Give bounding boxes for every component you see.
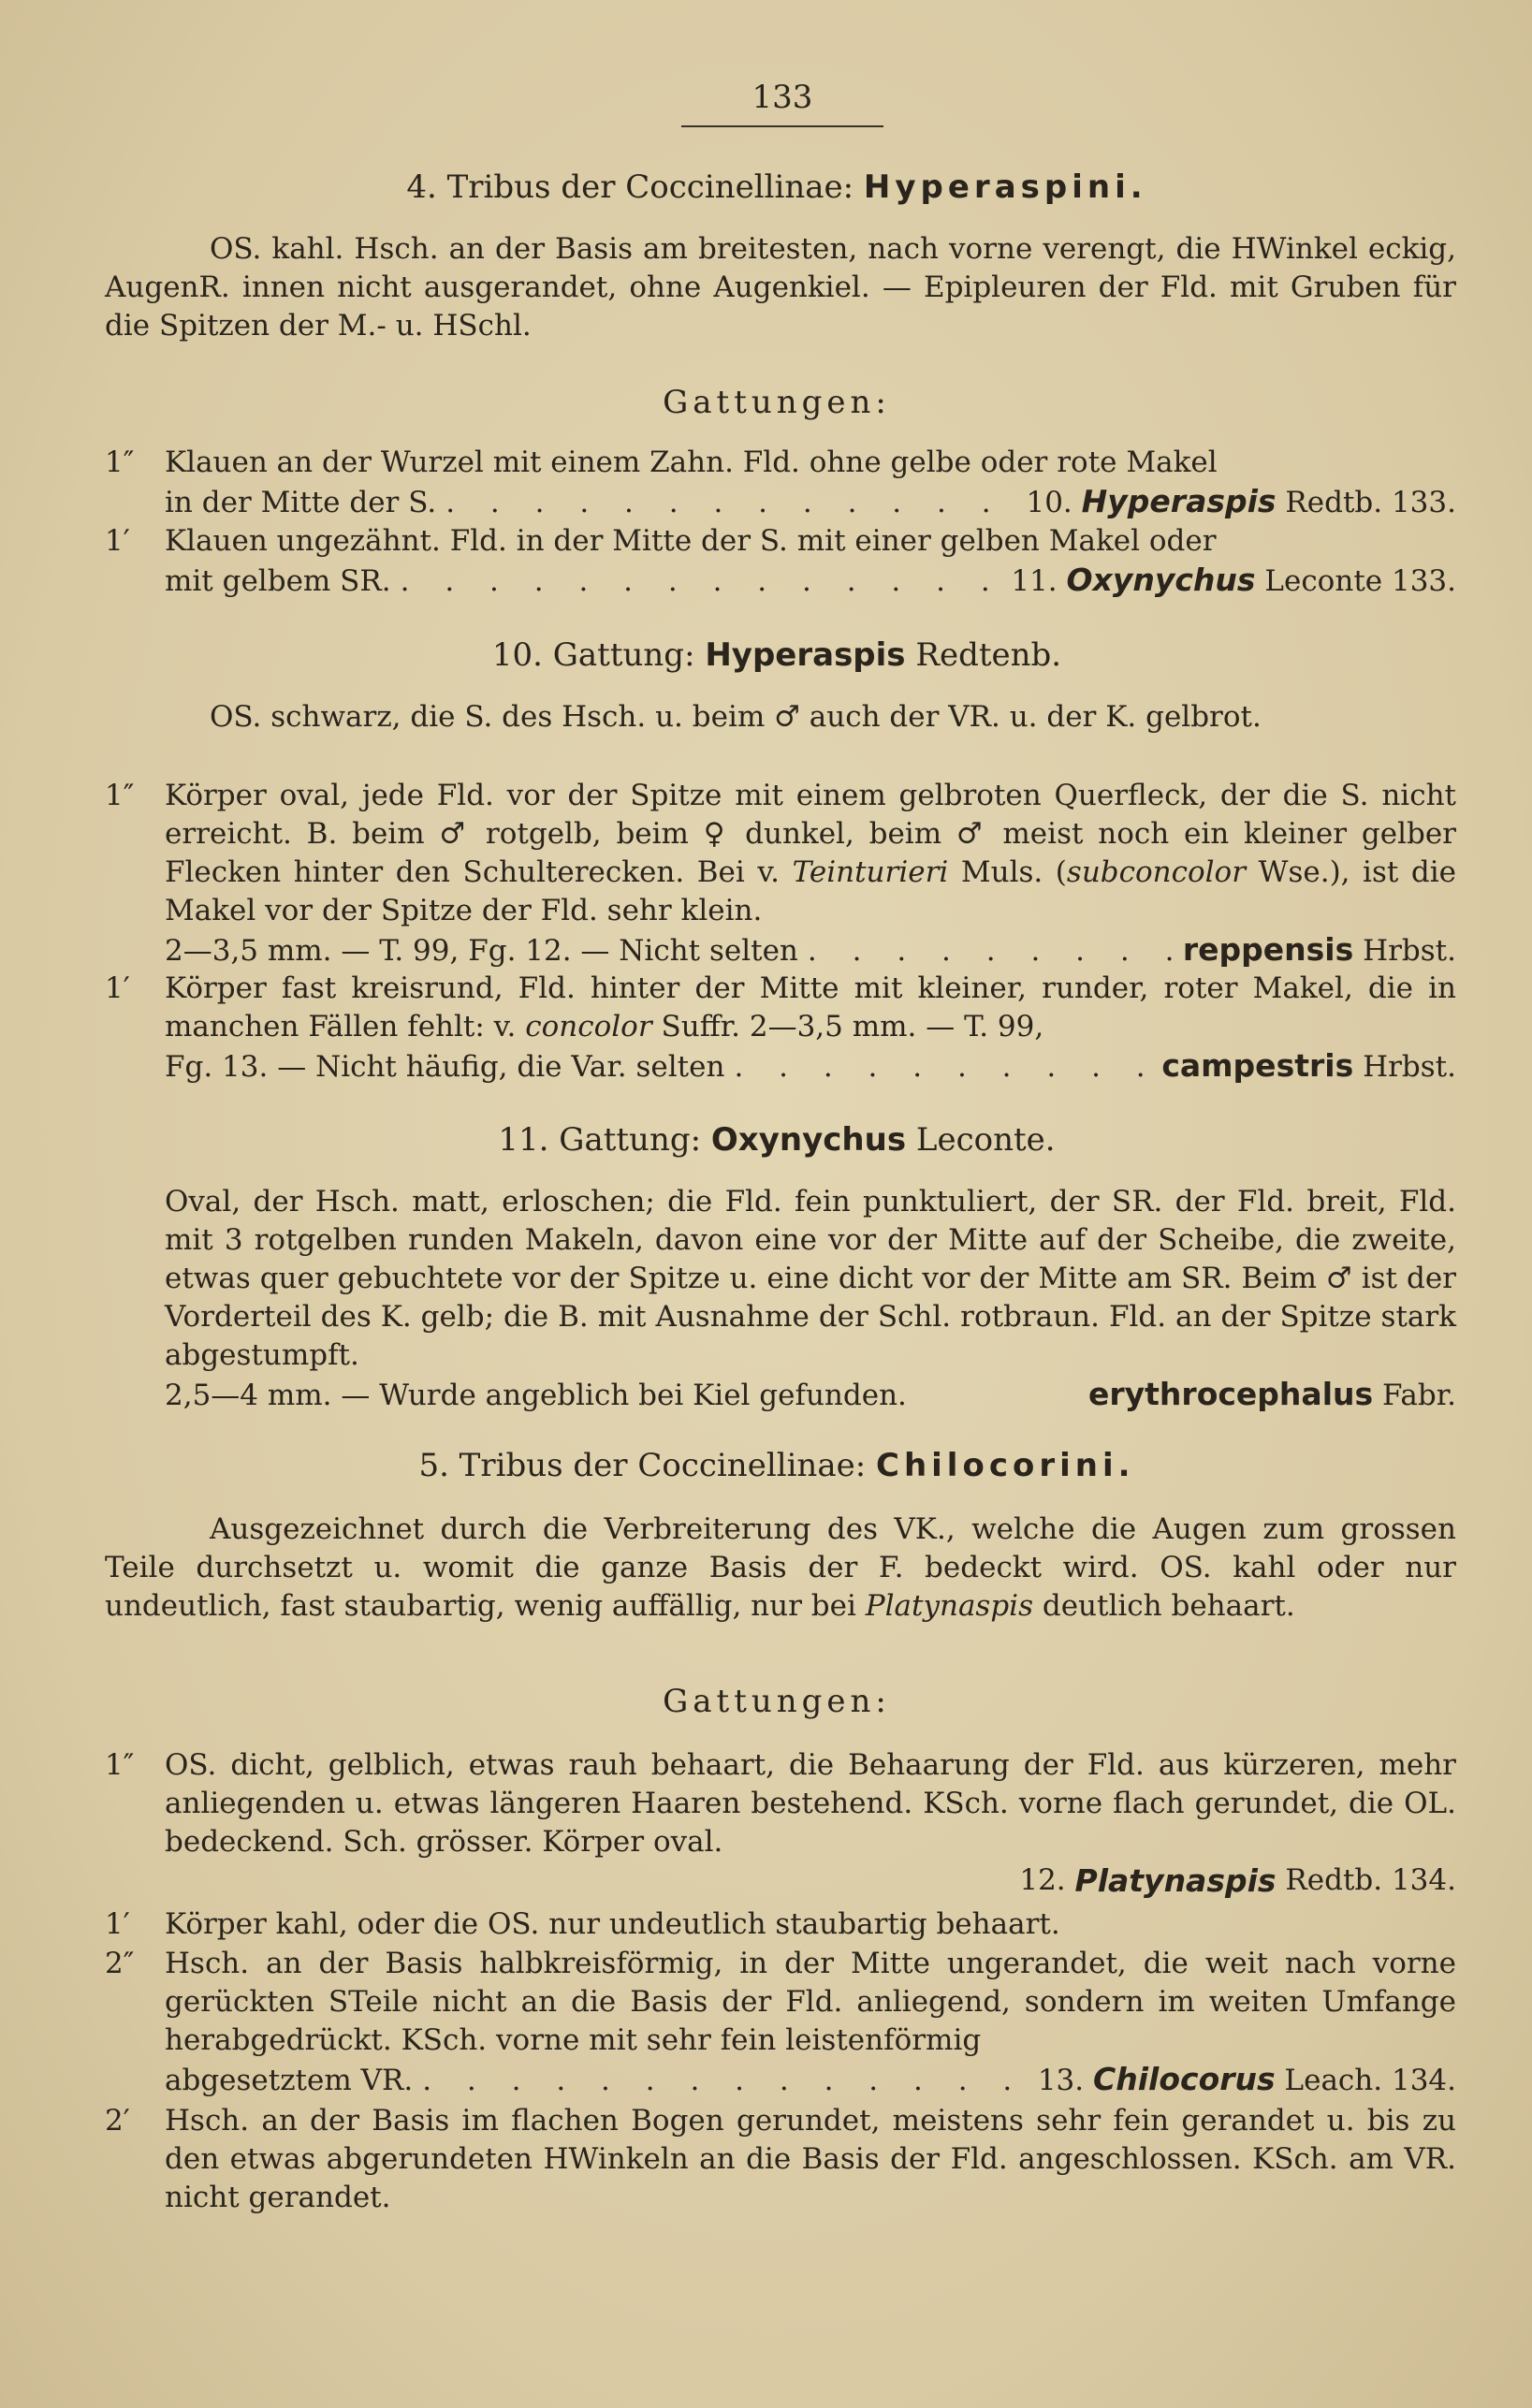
key-entry-1b: 1′ Klauen ungezähnt. Fld. in der Mitte der S. mit einer gelben Makel oder mit gelbem SR. . . . 11. Oxynychus Leconte 133. bbox=[105, 522, 1456, 601]
key-entry-1a: 1″ Klauen an der Wurzel mit einem Zahn. Fld. ohne gelbe oder rote Makel in der Mitte der S. . . . 10. Hyperaspis Redtb. 133. bbox=[105, 444, 1456, 522]
genus-platynaspis: Platynaspis bbox=[1074, 1862, 1277, 1899]
tribus-5-description: Ausgezeichnet durch die Verbreiterung des VK., welche die Augen zum grossen Teile durchsetzt u. womit die ganze Basis der F. bedeckt wird. OS. kahl oder nur undeutlich, fast staubartig, wenig auffällig, nur bei Platynaspis deutlich behaart. bbox=[105, 1512, 1456, 1623]
key-entry-t5-1b: 1′ Körper kahl, oder die OS. nur undeutlich staubartig behaart. bbox=[105, 1907, 1060, 1941]
tribus-4-name: Hyperaspini. bbox=[863, 168, 1147, 206]
gattungen-label-1: Gattungen: bbox=[663, 384, 891, 421]
tribus-4-heading bbox=[103, 168, 1451, 206]
tribus-4-description: OS. kahl. Hsch. an der Basis am breitesten, nach vorne verengt, die HWinkel eckig, AugenR. innen nicht ausgerandet, ohne Augenkiel. — Epipleuren der Fld. mit Gruben für die Spitzen der M.- u. HSchl. bbox=[105, 232, 1456, 343]
gattung-10-heading: 10. Gattung: Hyperaspis Redtenb. bbox=[491, 636, 1062, 674]
species-campestris: campestris bbox=[1161, 1047, 1354, 1084]
species-entry-reppensis: 1″ Körper oval, jede Fld. vor der Spitze mit einem gelbroten Querfleck, der die S. nicht erreicht. B. beim ♂ rotgelb, beim ♀ dunkel, beim ♂ meist noch ein kleiner gelber Flecken hinter den Schulterecken. Bei v. Teinturieri Muls. (subconcolor Wse.), ist die Makel vor der Spitze der Fld. sehr klein. 2—3,5 mm. — T. 99, Fg. 12. — Nicht selten . . . reppensis Hrbst. bbox=[105, 777, 1456, 970]
key-entry-t5-1a: 1″ OS. dicht, gelblich, etwas rauh behaart, die Behaarung der Fld. aus kürzeren, mehr anliegenden u. etwas längeren Haaren bestehend. KSch. vorne flach gerundet, die OL. bedeckend. Sch. grösser. Körper oval. 12. Platynaspis Redtb. 134. bbox=[105, 1748, 1456, 1899]
gattungen-label-2: Gattungen: bbox=[663, 1683, 891, 1720]
tribus-5-heading: 5. Tribus der Coccinellinae: Chilocorini. bbox=[418, 1447, 1135, 1484]
tribus-4-prefix: 4. Tribus der Coccinellinae: bbox=[406, 168, 854, 206]
gattung-11-heading: 11. Gattung: Oxynychus Leconte. bbox=[498, 1121, 1056, 1159]
gattung-11-description: Oval, der Hsch. matt, erloschen; die Fld. fein punktuliert, der SR. der Fld. breit, Fld. mit 3 rotgelben runden Makeln, davon eine vor der Mitte auf der Scheibe, die zweite, etwas quer gebuchtete vor der Spitze u. eine dicht vor der Mitte am SR. Beim ♂ ist der Vorderteil des K. gelb; die B. mit Ausnahme der Schl. rotbraun. Fld. an der Spitze stark abgestumpft. 2,5—4 mm. — Wurde angeblich bei Kiel gefunden. erythrocephalus Fabr. bbox=[165, 1185, 1456, 1412]
gattung-10-description: OS. schwarz, die S. des Hsch. u. beim ♂ auch der VR. u. der K. gelbrot. bbox=[210, 700, 1262, 734]
key-entry-t5-2a: 2″ Hsch. an der Basis halbkreisförmig, in der Mitte ungerandet, die weit nach vorne gerückten STeile nicht an die Basis der Fld. anliegend, sondern im weiten Umfange herabgedrückt. KSch. vorne mit sehr fein leistenförmig abgesetztem VR. . . . 13. Chilocorus Leach. 134. bbox=[105, 1945, 1456, 2100]
genus-hyperaspis: Hyperaspis bbox=[1081, 483, 1277, 519]
species-erythrocephalus: erythrocephalus bbox=[1087, 1376, 1374, 1412]
species-entry-campestris: 1′ Körper fast kreisrund, Fld. hinter der Mitte mit kleiner, runder, roter Makel, die in manchen Fällen fehlt: v. concolor Suffr. 2—3,5 mm. — T. 99, Fg. 13. — Nicht häufig, die Var. selten . . . campestris Hrbst. bbox=[105, 970, 1456, 1087]
genus-oxynychus: Oxynychus bbox=[1066, 562, 1256, 598]
page-number: 133 bbox=[681, 79, 883, 127]
key-entry-t5-2b: 2′ Hsch. an der Basis im flachen Bogen gerundet, meistens sehr fein gerandet u. bis zu den etwas abgerundeten HWinkeln an die Basis der Fld. angeschlossen. KSch. am VR. nicht gerandet. bbox=[105, 2104, 1456, 2214]
genus-chilocorus: Chilocorus bbox=[1093, 2061, 1276, 2097]
species-reppensis: reppensis bbox=[1182, 931, 1354, 968]
